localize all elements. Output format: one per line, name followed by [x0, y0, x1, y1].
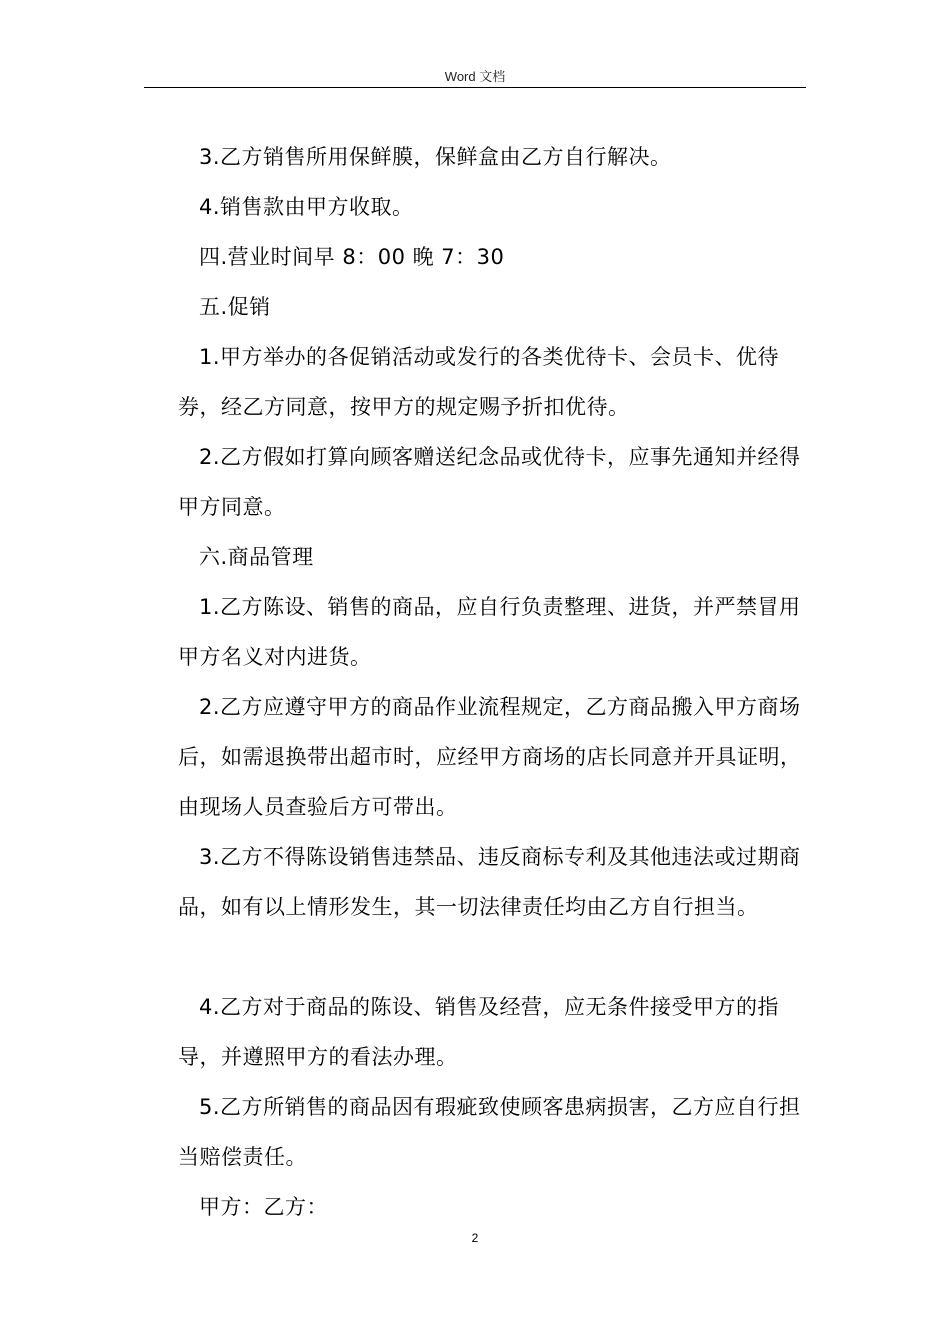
page-number: 2 [471, 1231, 479, 1245]
paragraph: 2.乙方假如打算向顾客赠送纪念品或优待卡，应事先通知并经得甲方同意。 [178, 445, 801, 519]
paragraph: 3.乙方不得陈设销售违禁品、违反商标专利及其他违法或过期商品，如有以上情形发生，其一切法律责任均由乙方自行担当。 [178, 845, 801, 919]
section-heading: 五.促销 [199, 295, 271, 319]
paragraph-spacer [178, 932, 808, 982]
paragraph: 4.销售款由甲方收取。 [199, 195, 414, 219]
paragraph: 3.乙方销售所用保鲜膜，保鲜盒由乙方自行解决。 [199, 145, 672, 169]
section-heading: 六.商品管理 [199, 545, 314, 569]
paragraph: 2.乙方应遵守甲方的商品作业流程规定，乙方商品搬入甲方商场后，如需退换带出超市时，应经甲方商场的店长同意并开具证明，由现场人员查验后方可带出。 [178, 695, 802, 819]
paragraph: 1.甲方举办的各促销活动或发行的各类优待卡、会员卡、优待券，经乙方同意，按甲方的规定赐予折扣优待。 [178, 345, 780, 419]
document-body [178, 132, 808, 1232]
paragraph: 四.营业时间早 8：00 晚 7：30 [199, 245, 505, 269]
document-header: Word 文档 [444, 69, 506, 84]
paragraph: 4.乙方对于商品的陈设、销售及经营，应无条件接受甲方的指导，并遵照甲方的看法办理。 [178, 995, 780, 1069]
paragraph: 5.乙方所销售的商品因有瑕疵致使顾客患病损害，乙方应自行担当赔偿责任。 [178, 1095, 801, 1169]
signature-line: 甲方：乙方： [199, 1195, 328, 1219]
paragraph: 1.乙方陈设、销售的商品，应自行负责整理、进货，并严禁冒用甲方名义对内进货。 [178, 595, 801, 669]
header-rule [144, 87, 806, 88]
